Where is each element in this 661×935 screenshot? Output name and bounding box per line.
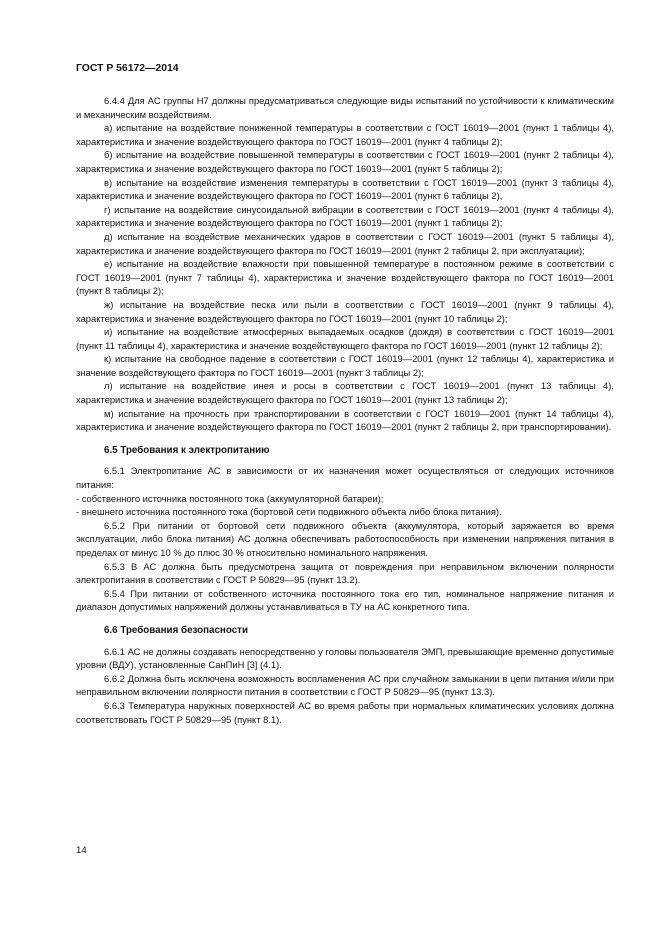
paragraph-6-5-2: 6.5.2 При питании от бортовой сети подвижного объекта (аккумулятора, который заряжается во время эксплуатации, либо блока питания) АС должна обеспечивать работоспособность при изменении напряжения питания в пределах от минус 10 % до плюс 30 % относительно номинального напряжения.	[76, 519, 614, 558]
list-item-zh: ж) испытание на воздействие песка или пыли в соответствии с ГОСТ 16019—2001 (пункт 9 таблицы 4), характеристика и значение воздействующего фактора по ГОСТ 16019—2001 (пункт 10 таблицы 2);	[76, 298, 614, 324]
document-body	[76, 94, 614, 726]
paragraph-6-5-1: 6.5.1 Электропитание АС в зависимости от их назначения может осуществляться от следующих источников питания:	[76, 465, 614, 491]
paragraph-6-6-2: 6.6.2 Должна быть исключена возможность воспламенения АС при случайном замыкании в цепи питания и/или при неправильном включении полярности питания в соответствии с ГОСТ Р 50829—95 (пункт 13.3).	[76, 672, 614, 698]
power-source-item: - внешнего источника постоянного тока (бортовой сети подвижного объекта либо блока питания).	[76, 506, 502, 518]
paragraph-6-5-3: 6.5.3 В АС должна быть предусмотрена защита от повреждения при неправильном включении полярности электропитания в соответствии с ГОСТ Р 50829—95 (пункт 13.2).	[76, 560, 614, 586]
paragraph-6-6-1: 6.6.1 АС не должны создавать непосредственно у головы пользователя ЭМП, превышающие временно допустимые уровни (ВДУ), установленные СанПиН [3] (4.1).	[76, 645, 614, 671]
paragraph-6-5-4: 6.5.4 При питании от собственного источника постоянного тока его тип, номинальное напряжение питания и диапазон допустимых напряжений должны устанавливаться в ТУ на АС конкретного типа.	[76, 587, 614, 613]
power-source-item: - собственного источника постоянного тока (аккумуляторной батареи);	[76, 492, 384, 504]
list-item-g: г) испытание на воздействие синусоидальной вибрации в соответствии с ГОСТ 16019—2001 (пункт 4 таблицы 4), характеристика и значение воздействующего фактора по ГОСТ 16019—2001 (пункт 1 таблицы 2);	[76, 203, 614, 229]
document-header: ГОСТ Р 56172—2014	[76, 63, 179, 74]
list-item-k: к) испытание на свободное падение в соответствии с ГОСТ 16019—2001 (пункт 12 таблицы 4), характеристика и значение воздействующего фактора по ГОСТ 16019—2001 (пункт 3 таблицы 2);	[76, 353, 614, 378]
section-heading-6-5: 6.5 Требования к электропитанию	[104, 444, 270, 456]
list-item-d: д) испытание на воздействие механических ударов в соответствии с ГОСТ 16019—2001 (пункт 5 таблицы 4), характеристика и значение воздействующего фактора по ГОСТ 16019—2001 (пункт 2 таблицы 2, при эксплуатации);	[76, 230, 614, 256]
list-item-a: а) испытание на воздействие пониженной температуры в соответствии с ГОСТ 16019—2001 (пункт 1 таблицы 4), характеристика и значение воздействующего фактора по ГОСТ 16019—2001 (пункт 4 таблицы 2);	[76, 122, 614, 147]
paragraph-6-4-4: 6.4.4 Для АС группы Н7 должны предусматриваться следующие виды испытаний по устойчивости к климатическим и механическим воздействиям.	[76, 95, 614, 120]
list-item-e: е) испытание на воздействие влажности при повышенной температуре в постоянном режиме в соответствии с ГОСТ 16019—2001 (пункт 7 таблицы 4), характеристика и значение воздействующего фактора по ГОСТ 16019—2001 (пункт 8 таблицы 2);	[76, 258, 614, 297]
paragraph-6-6-3: 6.6.3 Температура наружных поверхностей АС во время работы при нормальных климатических условиях должна соответствовать ГОСТ Р 50829—95 (пункт 8.1).	[76, 699, 614, 725]
list-item-m: м) испытание на прочность при транспортировании в соответствии с ГОСТ 16019—2001 (пункт 14 таблицы 4), характеристика и значение воздействующего фактора по ГОСТ 16019—2001 (пункт 2 таблицы 2, при транспортировании).	[76, 407, 614, 433]
list-item-b: б) испытание на воздействие повышенной температуры в соответствии с ГОСТ 16019—2001 (пункт 2 таблицы 4), характеристика и значение воздействующего фактора по ГОСТ 16019—2001 (пункт 5 таблицы 2);	[76, 149, 614, 174]
list-item-l: л) испытание на воздействие инея и росы в соответствии с ГОСТ 16019—2001 (пункт 13 таблицы 4), характеристика и значение воздействующего фактора по ГОСТ 16019—2001 (пункт 13 таблицы 2);	[76, 380, 614, 406]
section-heading-6-6: 6.6 Требования безопасности	[104, 624, 248, 636]
list-item-i: и) испытание на воздействие атмосферных выпадаемых осадков (дождя) в соответствии с ГОСТ 16019—2001 (пункт 11 таблицы 4), характеристика и значение воздействующего фактора по ГОСТ 16019—2001 (пункт 12 таблицы 2);	[76, 326, 614, 351]
page-number: 14	[76, 845, 87, 856]
list-item-v: в) испытание на воздействие изменения температуры в соответствии с ГОСТ 16019—2001 (пункт 3 таблицы 4), характеристика и значение воздействующего фактора по ГОСТ 16019—2001 (пункт 6 таблицы 2),	[76, 176, 614, 202]
